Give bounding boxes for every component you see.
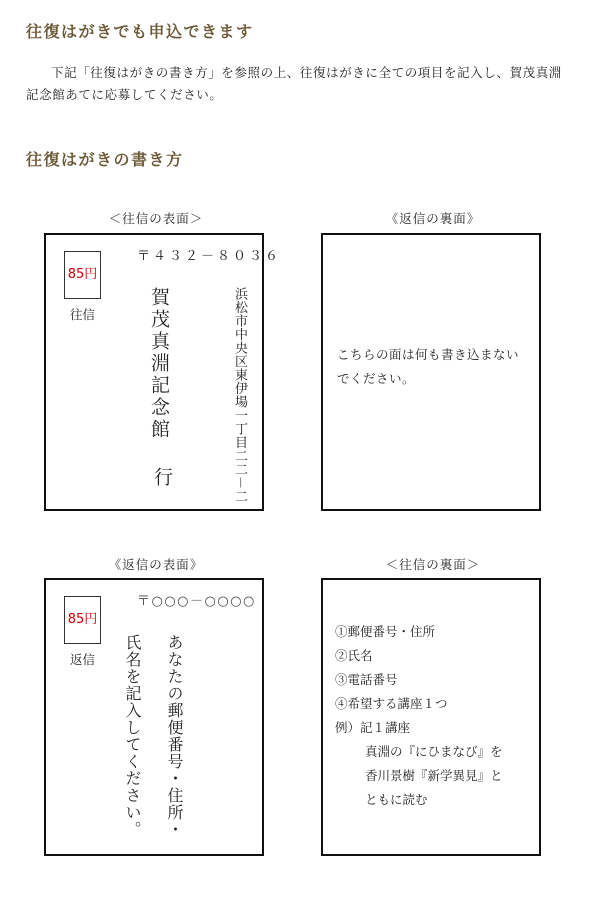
required-items-list: [335, 620, 503, 812]
reply-back-card: [321, 233, 541, 511]
reply-back-caption: 《返信の裏面》: [385, 211, 481, 226]
list-item: ④希望する講座１つ: [335, 696, 448, 711]
apply-heading: 往復はがきでも申込できます: [26, 22, 254, 41]
postal-code: 〒４３２－８０３６: [137, 249, 282, 264]
example-line: ともに読む: [365, 792, 428, 807]
reply-front-caption: 《返信の表面》: [108, 557, 204, 572]
reply-front-card: [44, 578, 264, 856]
stamp-label: 返信: [69, 652, 95, 667]
example-line: 香川景樹『新学異見』と: [365, 768, 503, 783]
stamp-box: 85円: [64, 596, 101, 644]
recipient-name: 賀茂真淵記念館: [148, 287, 170, 441]
stamp-label: 往信: [69, 307, 95, 322]
recipient-address: 浜松市中央区東伊場一丁目二二－二: [232, 287, 247, 504]
postal-code-placeholder: 〒○○○－○○○○: [137, 594, 256, 609]
example-label: 例）記１講座: [335, 720, 411, 735]
outgoing-back-caption: ＜往信の裏面＞: [385, 557, 481, 572]
stamp-box: 85円: [64, 251, 101, 299]
outgoing-back-card: [321, 578, 541, 856]
reply-back-note: こちらの面は何も書き込まないでください。: [337, 347, 520, 386]
list-item: ①郵便番号・住所: [335, 624, 436, 639]
recipient-honorific: 行: [151, 467, 173, 486]
intro-paragraph: 下記「往復はがきの書き方」を参照の上、往復はがきに全ての項目を記入し、賀茂真淵記念館あてに応募してください。: [26, 65, 562, 102]
outgoing-front-caption: ＜往信の表面＞: [108, 211, 204, 226]
list-item: ②氏名: [335, 648, 373, 663]
outgoing-front-card: [44, 233, 282, 511]
instruction-line-2: 氏名を記入してください。: [123, 634, 142, 838]
list-item: ③電話番号: [335, 672, 398, 687]
instruction-line-1: あなたの郵便番号・住所・: [165, 634, 184, 838]
howto-heading: 往復はがきの書き方: [26, 150, 184, 169]
example-line: 真淵の『にひまなび』を: [365, 744, 503, 759]
